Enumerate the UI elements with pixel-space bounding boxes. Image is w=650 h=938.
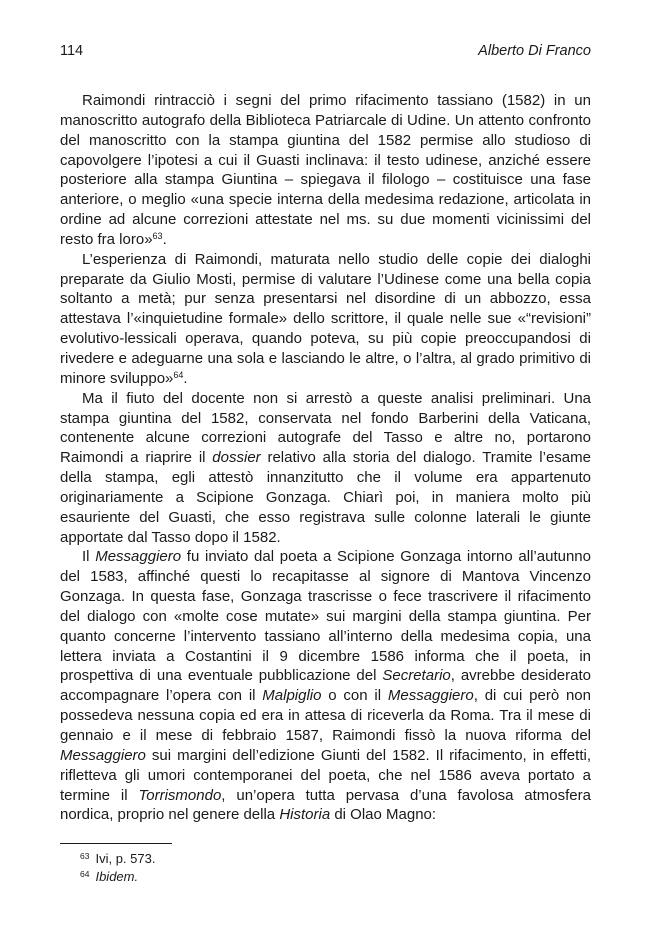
footnote-number: 64 — [80, 869, 90, 879]
footnote-separator — [60, 843, 172, 844]
paragraph: Ma il fiuto del docente non si arrestò a queste analisi preliminari. Una stampa giuntina del 1582, conservata nel fondo Barberini della Vaticana, contenente alcune correzioni autografe del Tasso e altre no, portarono Raimondi a riaprire il dossier relativo alla storia del dialogo. Tramite l’esame della stampa, egli attestò innanzitutto che il volume era appartenuto originariamente a Scipione Gonzaga. Chiarì poi, in maniera molto più esauriente del Guasti, che esso registrava sulle colonne laterali le giunte apportate dal Tasso dopo il 1582. — [60, 389, 591, 546]
footnote-number: 63 — [80, 851, 90, 861]
footnotes — [80, 850, 155, 886]
running-header — [60, 43, 591, 63]
footnote-text: Ivi, p. 573. — [95, 851, 156, 866]
page-number: 114 — [60, 43, 84, 59]
footnote — [80, 868, 155, 886]
paragraph: Raimondi rintracciò i segni del primo rifacimento tassiano (1582) in un manoscritto autografo della Biblioteca Patriarcale di Udine. Un attento confronto del manoscritto con la stampa giuntina del 1582 permise allo studioso di capovolgere l’ipotesi a cui il Guasti inclinava: il testo udinese, anziché essere posteriore alla stampa Giuntina – spiegava il filologo – costituisce una fase anteriore, o meglio «una specie interna della medesima redazione, articolata in ordine ad alcune correzioni attestate nel ms. su due momenti vicinissimi del resto fra loro»$^{63}$. — [60, 92, 591, 248]
paragraph: L’esperienza di Raimondi, maturata nello studio delle copie dei dialoghi preparate da Giulio Mosti, permise di valutare l’Udinese come una bella copia soltanto a metà; pur senza presentarsi nel disordine di un abbozzo, essa attestava l’«inquietudine formale» dello scrittore, il quale nelle sue «“revisioni” evolutivo-lessicali operava, quando poteva, su più copie preoccupandosi di rivedere e adeguarne una sola e lasciando le altre, o l’altra, al grado primitivo di minore sviluppo»$^{64}$. — [60, 250, 591, 387]
paragraph: Il Messaggiero fu inviato dal poeta a Scipione Gonzaga intorno all’autunno del 1583, affinché questi lo recapitasse al signore di Mantova Vincenzo Gonzaga. In questa fase, Gonzaga trascrisse o fece trascrivere il rifacimento del dialogo con «molte cose mutate» sui margini della stampa giuntina. Per quanto concerne l’intervento tassiano all’interno della medesima copia, una lettera inviata a Costantini il 9 dicembre 1586 informa che il poeta, in prospettiva di una eventuale pubblicazione del Secretario, avrebbe desiderato accompagnare l’opera con il Malpiglio o con il Messaggiero, di cui però non possedeva nessuna copia ed era in attesa di riceverla da Roma. Tra il mese di gennaio e il mese di febbraio 1587, Raimondi fissò la nuova riforma del Messaggiero sui margini dell’edizione Giunti del 1582. Il rifacimento, in effetti, rifletteva gli umori contemporanei del poeta, che nel 1586 aveva portato a termine il Torrismondo, un’opera tutta pervasa d’una favolosa atmosfera nordica, proprio nel genere della Historia di Olao Magno: — [60, 548, 591, 824]
main-text — [60, 91, 591, 825]
running-header-author: Alberto Di Franco — [478, 43, 591, 59]
footnote-text: Ibidem. — [95, 869, 139, 884]
footnote — [80, 850, 155, 868]
